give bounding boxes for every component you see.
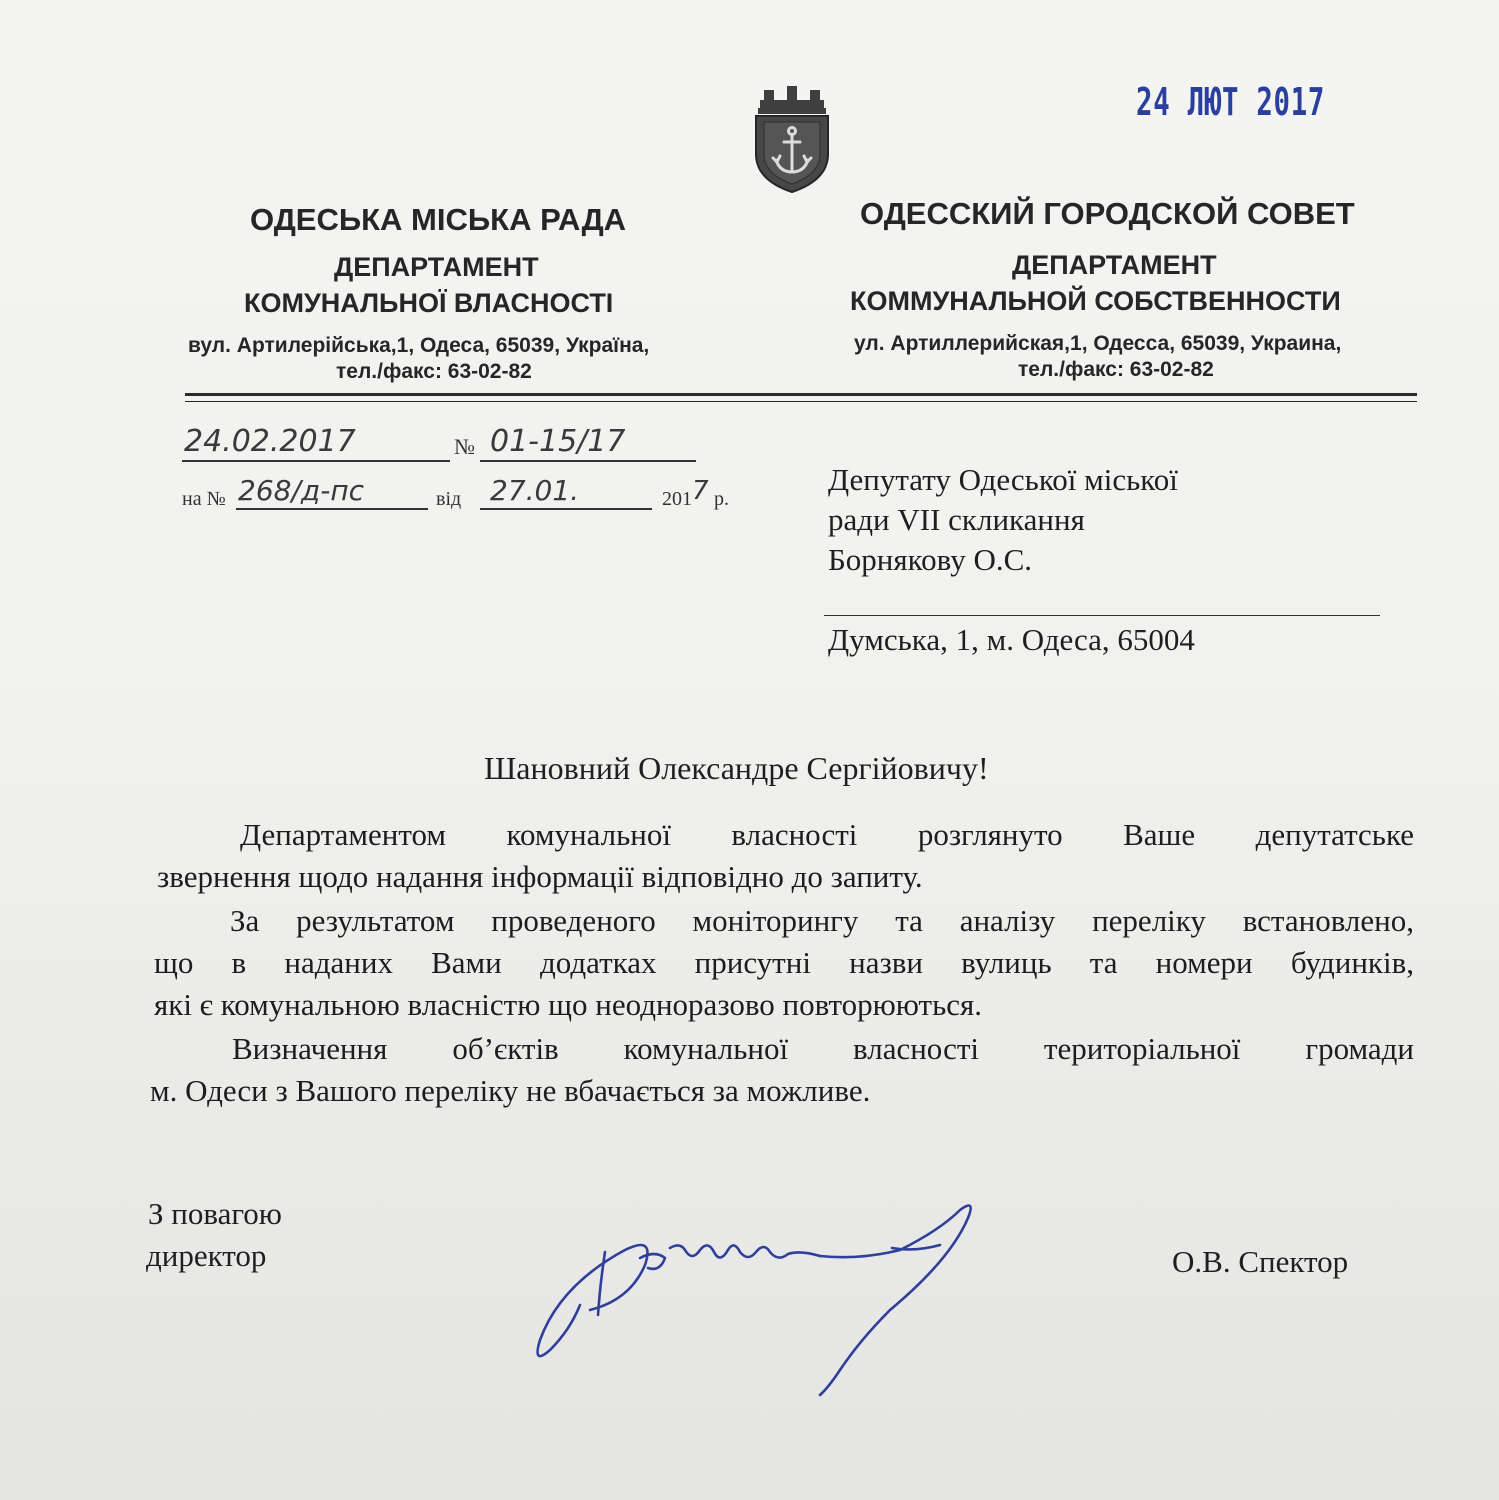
outgoing-date: 24.02.2017 — [184, 424, 356, 459]
signature-graphic — [520, 1190, 990, 1410]
outgoing-number: 01-15/17 — [490, 424, 626, 459]
header-ua-dept-line2: КОМУНАЛЬНОЇ ВЛАСНОСТІ — [244, 288, 614, 318]
recipient-separator — [824, 615, 1380, 616]
recipient-line2: ради VII скликання — [828, 502, 1085, 537]
year-suffix: р. — [714, 488, 729, 510]
recipient-line1: Депутату Одеської міської — [828, 462, 1178, 497]
header-rule-thick — [185, 393, 1417, 396]
outgoing-number-underline — [480, 460, 696, 462]
reply-date: 27.01. — [490, 474, 580, 507]
header-ru-council: ОДЕССКИЙ ГОРОДСКОЙ СОВЕТ — [860, 196, 1355, 231]
recipient-line3: Борнякову О.С. — [828, 542, 1033, 577]
header-ua-phone: тел./факс: 63-02-82 — [336, 360, 532, 383]
reply-date-underline — [480, 508, 652, 510]
outgoing-date-underline — [182, 460, 450, 462]
year-digit: 7 — [692, 476, 709, 506]
paragraph-3-line-2: м. Одеси з Вашого переліку не вбачається за можливе. — [150, 1073, 871, 1108]
reply-number-underline — [236, 508, 428, 510]
header-ua-address: вул. Артилерійська,1, Одеса, 65039, Україна, — [188, 334, 650, 357]
paragraph-2-line-2: що в наданих Вами додатках присутні назви вулиць та номери будинків, — [154, 945, 1414, 980]
paragraph-3-line-1: Визначення об’єктів комунальної власності територіальної громади — [232, 1031, 1414, 1066]
paragraph-1-line-2: звернення щодо надання інформації відповідно до запиту. — [157, 859, 923, 894]
paragraph-1-line-1: Департаментом комунальної власності розглянуто Ваше депутатське — [240, 817, 1414, 852]
closing-title: директор — [146, 1238, 267, 1273]
number-label: № — [454, 434, 475, 459]
header-ru-dept-line1: ДЕПАРТАМЕНТ — [1012, 250, 1217, 280]
header-ru-dept-line2: КОММУНАЛЬНОЙ СОБСТВЕННОСТИ — [850, 286, 1341, 316]
recipient-address: Думська, 1, м. Одеса, 65004 — [828, 622, 1195, 657]
header-ua-dept-line1: ДЕПАРТАМЕНТ — [334, 252, 539, 282]
reply-label: на № — [182, 488, 226, 510]
reply-number: 268/д-пс — [238, 474, 365, 507]
header-rule-thin — [185, 401, 1417, 402]
date-stamp: 24 ЛЮТ 2017 — [1136, 80, 1326, 124]
header-ru-phone: тел./факс: 63-02-82 — [1018, 358, 1214, 381]
greeting: Шановний Олександре Сергійовичу! — [484, 750, 989, 786]
header-ru-address: ул. Артиллерийская,1, Одесса, 65039, Украина, — [854, 332, 1342, 355]
year-prefix: 201 — [662, 488, 692, 510]
paragraph-2-line-3: які є комунальною власністю що неодноразово повторюються. — [154, 987, 983, 1022]
odesa-coat-of-arms-icon — [744, 84, 840, 194]
paragraph-2-line-1: За результатом проведеного моніторингу та аналізу переліку встановлено, — [230, 903, 1414, 938]
from-label: від — [436, 488, 462, 510]
closing-signer: О.В. Спектор — [1172, 1244, 1349, 1279]
header-ua-council: ОДЕСЬКА МІСЬКА РАДА — [250, 202, 627, 237]
closing-regards: З повагою — [148, 1196, 282, 1231]
